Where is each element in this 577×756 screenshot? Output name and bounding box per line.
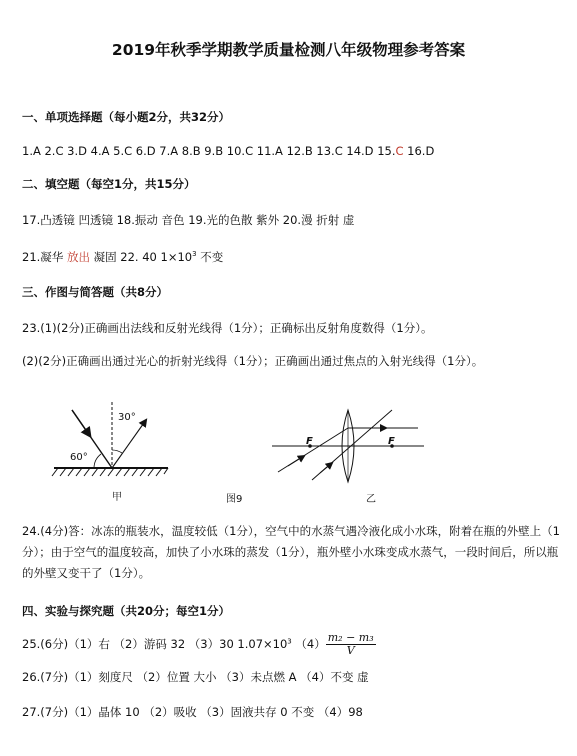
answers-part-c: 16.D [403, 144, 435, 158]
line2-sup: 3 [192, 250, 197, 258]
ray-through-focus-arrow [288, 456, 304, 466]
section2-heading: 二、填空题（每空1分，共15分） [22, 177, 196, 191]
q27-answer: 27.(7分)（1）晶体 10 （2）吸收 （3）固液共存 0 不变 （4）98 [22, 705, 363, 719]
q26-answer: 26.(7分)（1）刻度尺 （2）位置 大小 （3）未点燃 A （4）不变 虚 [22, 670, 369, 684]
q23-part2: (2)(2分)正确画出通过光心的折射光线得（1分）；正确画出通过焦点的入射光线得（1分）。 [22, 354, 484, 368]
section1-answers [22, 146, 434, 158]
angle-arc-30 [112, 450, 122, 453]
focus-label-left: F [306, 436, 313, 447]
angle-arc-60 [94, 454, 101, 468]
figure-caption: 图9 [226, 494, 243, 505]
answers-part-b: C [395, 144, 404, 158]
focus-label-right: F [388, 436, 395, 447]
q25-part-a: 25.(6分)（1）右 （2）游码 32 （3）30 1.07×10 [22, 637, 288, 652]
line2-part-b: 放出 [66, 249, 90, 264]
section2-line2 [22, 251, 223, 263]
figure-yi [268, 406, 428, 488]
line2-part-c: 凝固 22. 40 1×10 [89, 249, 193, 264]
section3-heading: 三、作图与简答题（共8分） [22, 285, 169, 299]
page-title: 2019年秋季学期教学质量检测八年级物理参考答案 [111, 41, 466, 59]
fraction-denominator: V [346, 644, 355, 658]
mirror-hatching [52, 468, 168, 476]
q25-part-b: （4） [291, 637, 326, 652]
q25-sup: 3 [287, 637, 292, 646]
ray-center-arrow [320, 463, 332, 473]
line2-part-a: 21.凝华 [22, 249, 67, 264]
section1-heading: 一、单项选择题（每小题2分，共32分） [22, 110, 231, 124]
q25-fraction [326, 632, 376, 657]
fraction-numerator: m₂ − m₃ [327, 631, 374, 644]
figure-jia-label: 甲 [112, 492, 122, 503]
section4-heading: 四、实验与探究题（共20分；每空1分） [22, 604, 231, 618]
angle-label-60: 60° [70, 452, 88, 463]
q25-answer [22, 632, 376, 657]
section2-line1: 17.凸透镜 凹透镜 18.振动 音色 19.光的色散 紫外 20.漫 折射 虚 [22, 213, 355, 227]
answers-part-a: 1.A 2.C 3.D 4.A 5.C 6.D 7.A 8.B 9.B 10.C 11.A 12.B 13.C 14.D 15. [22, 144, 396, 158]
angle-label-30: 30° [118, 412, 136, 423]
q23-part1: 23.(1)(2分)正确画出法线和反射光线得（1分）；正确标出反射角度数得（1分）。 [22, 321, 433, 335]
line2-part-d: 不变 [196, 249, 224, 264]
incident-arrow [72, 410, 90, 436]
q24-answer: 24.(4分)答：冰冻的瓶装水，温度较低（1分），空气中的水蒸气遇冷液化成小水珠，附着在瓶的外壁上（1分）；由于空气的温度较高，加快了小水珠的蒸发（1分），瓶外壁小水珠变成水蒸气，一段时间后，所以瓶的外壁又变干了（1分）。 [22, 524, 560, 580]
reflected-ray [112, 420, 146, 468]
figure-yi-label: 乙 [366, 494, 376, 505]
